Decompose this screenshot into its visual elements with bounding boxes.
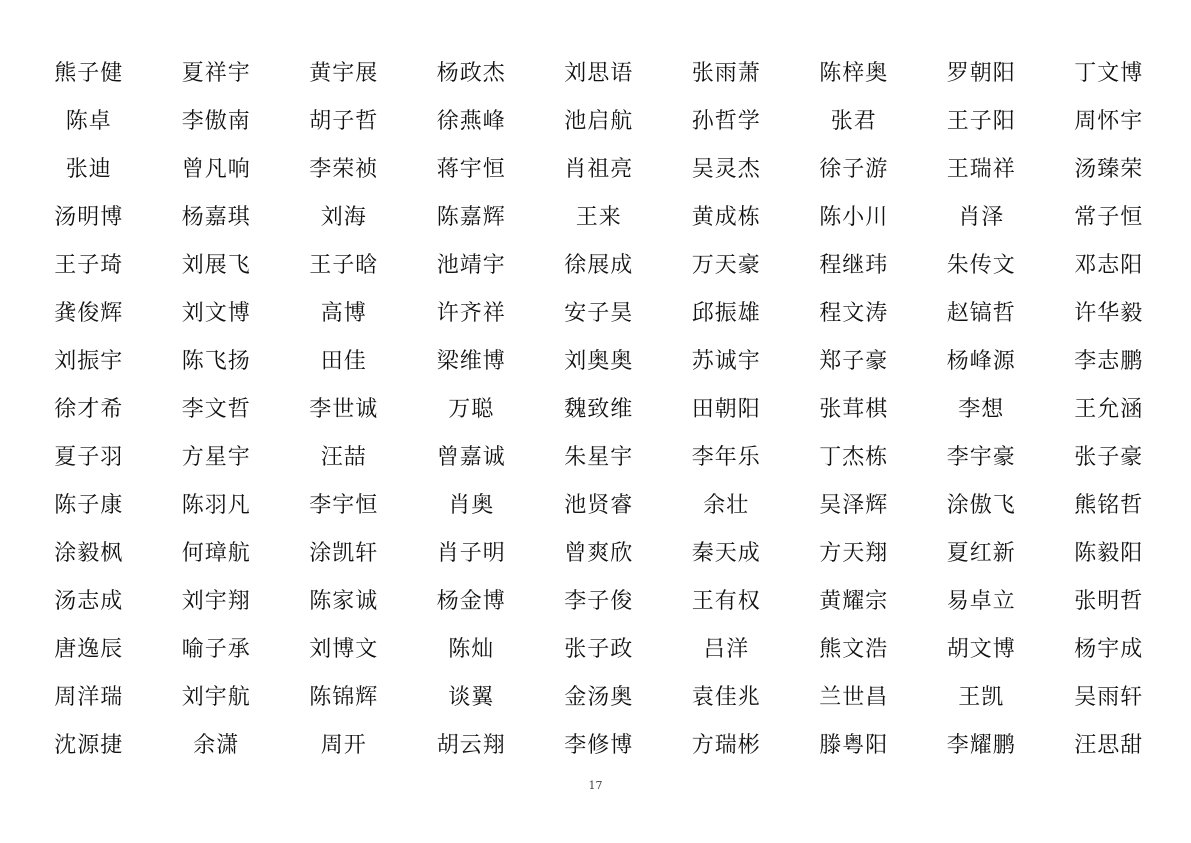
name-cell: 吕洋 bbox=[703, 637, 750, 662]
name-cell: 陈梓奥 bbox=[819, 61, 889, 86]
name-cell: 唐逸辰 bbox=[54, 637, 124, 662]
name-cell: 朱星宇 bbox=[564, 445, 634, 470]
name-cell: 杨金博 bbox=[436, 589, 506, 614]
name-cell: 高博 bbox=[320, 301, 367, 326]
name-cell: 熊文浩 bbox=[819, 637, 889, 662]
name-cell: 周洋瑞 bbox=[54, 685, 124, 710]
name-cell: 张子政 bbox=[564, 637, 634, 662]
name-cell: 万聪 bbox=[448, 397, 495, 422]
name-cell: 金汤奥 bbox=[564, 685, 634, 710]
name-cell: 陈灿 bbox=[448, 637, 495, 662]
name-cell: 张迪 bbox=[65, 157, 112, 182]
name-cell: 邱振雄 bbox=[691, 301, 761, 326]
name-cell: 王来 bbox=[575, 205, 622, 230]
name-cell: 万天豪 bbox=[691, 253, 761, 278]
name-cell: 郑子豪 bbox=[819, 349, 889, 374]
name-cell: 陈飞扬 bbox=[181, 349, 251, 374]
name-cell: 陈羽凡 bbox=[181, 493, 251, 518]
name-cell: 涂傲飞 bbox=[946, 493, 1016, 518]
name-cell: 李文哲 bbox=[181, 397, 251, 422]
name-cell: 陈毅阳 bbox=[1074, 541, 1144, 566]
name-cell: 刘宇翔 bbox=[181, 589, 251, 614]
name-cell: 罗朝阳 bbox=[946, 61, 1016, 86]
name-cell: 田朝阳 bbox=[691, 397, 761, 422]
name-cell: 杨宇成 bbox=[1074, 637, 1144, 662]
name-cell: 刘振宇 bbox=[54, 349, 124, 374]
name-cell: 蒋宇恒 bbox=[436, 157, 506, 182]
name-cell: 池贤睿 bbox=[564, 493, 634, 518]
name-cell: 李志鹏 bbox=[1074, 349, 1144, 374]
name-cell: 陈子康 bbox=[54, 493, 124, 518]
name-cell: 肖祖亮 bbox=[564, 157, 634, 182]
name-cell: 陈家诚 bbox=[309, 589, 379, 614]
name-cell: 胡子哲 bbox=[309, 109, 379, 134]
name-cell: 徐才希 bbox=[54, 397, 124, 422]
name-cell: 魏致维 bbox=[564, 397, 634, 422]
name-cell: 秦天成 bbox=[691, 541, 761, 566]
name-cell: 李修博 bbox=[564, 733, 634, 758]
name-cell: 苏诚宇 bbox=[691, 349, 761, 374]
name-cell: 李傲南 bbox=[181, 109, 251, 134]
page-number: 17 bbox=[588, 779, 603, 792]
name-cell: 夏祥宇 bbox=[181, 61, 251, 86]
name-cell: 王子晗 bbox=[309, 253, 379, 278]
name-cell: 朱传文 bbox=[946, 253, 1016, 278]
name-cell: 程继玮 bbox=[819, 253, 889, 278]
name-cell: 李荣祯 bbox=[309, 157, 379, 182]
name-cell: 方天翔 bbox=[819, 541, 889, 566]
name-cell: 肖子明 bbox=[436, 541, 506, 566]
name-cell: 胡云翔 bbox=[436, 733, 506, 758]
name-cell: 陈嘉辉 bbox=[436, 205, 506, 230]
name-cell: 曾嘉诚 bbox=[436, 445, 506, 470]
name-cell: 汤明博 bbox=[54, 205, 124, 230]
name-cell: 王允涵 bbox=[1074, 397, 1144, 422]
name-cell: 王子琦 bbox=[54, 253, 124, 278]
name-cell: 汤臻荣 bbox=[1074, 157, 1144, 182]
name-cell: 程文涛 bbox=[819, 301, 889, 326]
name-cell: 梁维博 bbox=[436, 349, 506, 374]
name-cell: 涂凯轩 bbox=[309, 541, 379, 566]
name-cell: 李世诚 bbox=[309, 397, 379, 422]
name-cell: 安子昊 bbox=[564, 301, 634, 326]
name-cell: 杨嘉琪 bbox=[181, 205, 251, 230]
name-cell: 刘奥奥 bbox=[564, 349, 634, 374]
name-cell: 曾凡响 bbox=[181, 157, 251, 182]
name-cell: 肖泽 bbox=[958, 205, 1005, 230]
name-cell: 陈卓 bbox=[65, 109, 112, 134]
name-cell: 杨峰源 bbox=[946, 349, 1016, 374]
name-cell: 李宇豪 bbox=[946, 445, 1016, 470]
name-cell: 方星宇 bbox=[181, 445, 251, 470]
name-cell: 赵镐哲 bbox=[946, 301, 1016, 326]
name-cell: 池启航 bbox=[564, 109, 634, 134]
name-cell: 吴灵杰 bbox=[691, 157, 761, 182]
name-cell: 张明哲 bbox=[1074, 589, 1144, 614]
name-cell: 王凯 bbox=[958, 685, 1005, 710]
name-cell: 黄耀宗 bbox=[819, 589, 889, 614]
name-cell: 肖奥 bbox=[448, 493, 495, 518]
name-cell: 王子阳 bbox=[946, 109, 1016, 134]
name-cell: 李耀鹏 bbox=[946, 733, 1016, 758]
name-cell: 李子俊 bbox=[564, 589, 634, 614]
name-cell: 熊子健 bbox=[54, 61, 124, 86]
name-cell: 张雨萧 bbox=[691, 61, 761, 86]
name-cell: 孙哲学 bbox=[691, 109, 761, 134]
name-cell: 易卓立 bbox=[946, 589, 1016, 614]
name-cell: 熊铭哲 bbox=[1074, 493, 1144, 518]
name-cell: 喻子承 bbox=[181, 637, 251, 662]
name-cell: 刘思语 bbox=[564, 61, 634, 86]
name-cell: 方瑞彬 bbox=[691, 733, 761, 758]
name-cell: 许华毅 bbox=[1074, 301, 1144, 326]
name-cell: 王有权 bbox=[691, 589, 761, 614]
name-cell: 龚俊辉 bbox=[54, 301, 124, 326]
name-cell: 刘文博 bbox=[181, 301, 251, 326]
name-cell: 李宇恒 bbox=[309, 493, 379, 518]
name-cell: 徐燕峰 bbox=[436, 109, 506, 134]
name-list-grid bbox=[25, 50, 1173, 770]
name-cell: 周怀宇 bbox=[1074, 109, 1144, 134]
name-cell: 滕粤阳 bbox=[819, 733, 889, 758]
name-cell: 池靖宇 bbox=[436, 253, 506, 278]
name-cell: 陈小川 bbox=[819, 205, 889, 230]
name-cell: 李年乐 bbox=[691, 445, 761, 470]
name-cell: 黄宇展 bbox=[309, 61, 379, 86]
name-cell: 余壮 bbox=[703, 493, 750, 518]
name-cell: 王瑞祥 bbox=[946, 157, 1016, 182]
name-cell: 许齐祥 bbox=[436, 301, 506, 326]
name-cell: 田佳 bbox=[320, 349, 367, 374]
name-cell: 曾爽欣 bbox=[564, 541, 634, 566]
name-cell: 徐子游 bbox=[819, 157, 889, 182]
name-cell: 丁文博 bbox=[1074, 61, 1144, 86]
name-cell: 胡文博 bbox=[946, 637, 1016, 662]
name-cell: 李想 bbox=[958, 397, 1005, 422]
name-cell: 陈锦辉 bbox=[309, 685, 379, 710]
name-cell: 张君 bbox=[830, 109, 877, 134]
name-cell: 杨政杰 bbox=[436, 61, 506, 86]
name-cell: 刘宇航 bbox=[181, 685, 251, 710]
name-cell: 徐展成 bbox=[564, 253, 634, 278]
name-cell: 黄成栋 bbox=[691, 205, 761, 230]
name-cell: 周开 bbox=[320, 733, 367, 758]
name-cell: 夏子羽 bbox=[54, 445, 124, 470]
name-cell: 袁佳兆 bbox=[691, 685, 761, 710]
name-cell: 吴雨轩 bbox=[1074, 685, 1144, 710]
name-cell: 丁杰栋 bbox=[819, 445, 889, 470]
name-cell: 常子恒 bbox=[1074, 205, 1144, 230]
name-cell: 汪思甜 bbox=[1074, 733, 1144, 758]
name-cell: 吴泽辉 bbox=[819, 493, 889, 518]
name-cell: 涂毅枫 bbox=[54, 541, 124, 566]
name-cell: 张茸棋 bbox=[819, 397, 889, 422]
name-cell: 张子豪 bbox=[1074, 445, 1144, 470]
name-cell: 沈源捷 bbox=[54, 733, 124, 758]
name-cell: 余潇 bbox=[193, 733, 240, 758]
name-cell: 刘海 bbox=[320, 205, 367, 230]
name-cell: 汤志成 bbox=[54, 589, 124, 614]
name-cell: 刘展飞 bbox=[181, 253, 251, 278]
name-cell: 汪喆 bbox=[320, 445, 367, 470]
name-cell: 兰世昌 bbox=[819, 685, 889, 710]
name-cell: 刘博文 bbox=[309, 637, 379, 662]
name-cell: 夏红新 bbox=[946, 541, 1016, 566]
name-cell: 何璋航 bbox=[181, 541, 251, 566]
name-cell: 邓志阳 bbox=[1074, 253, 1144, 278]
name-cell: 谈翼 bbox=[448, 685, 495, 710]
